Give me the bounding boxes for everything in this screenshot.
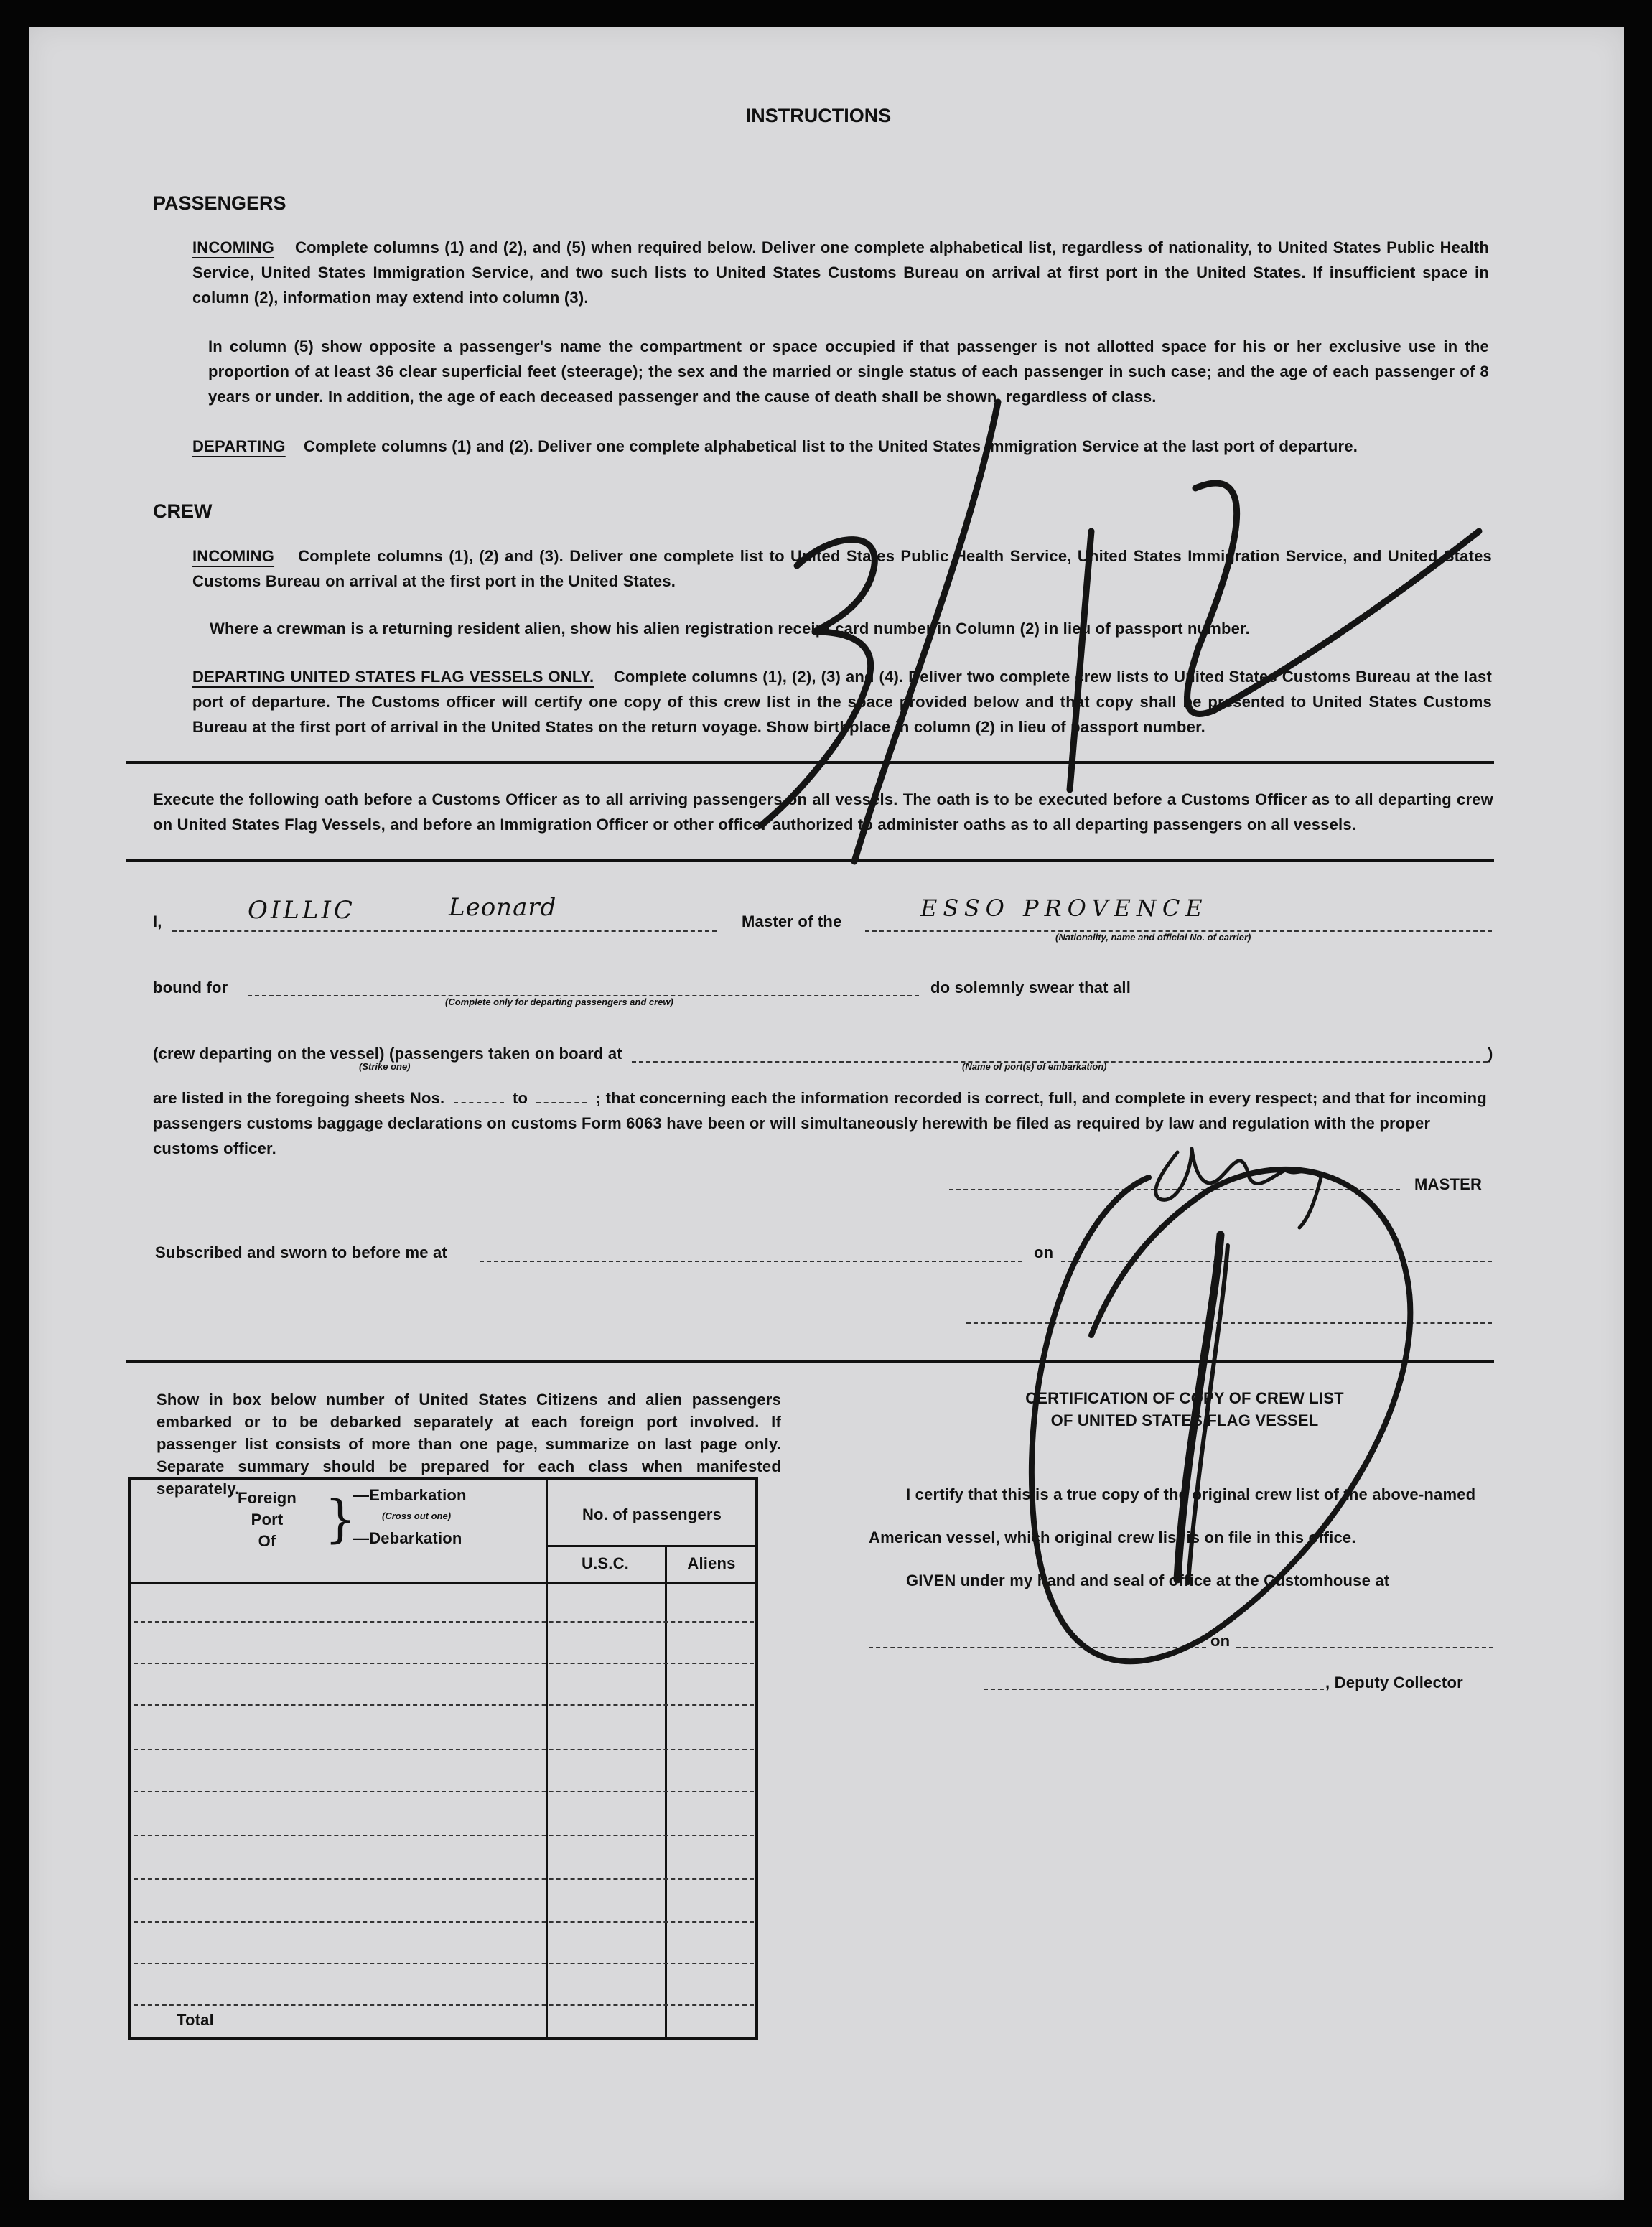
summary-row[interactable] [134, 1878, 754, 1880]
section-divider [126, 1360, 1494, 1363]
aliens-header: Aliens [687, 1554, 736, 1572]
listed-paragraph [153, 1086, 1495, 1161]
deputy-signature-line [984, 1689, 1324, 1690]
certification-line-3: GIVEN under my hand and seal of office at the Customhouse at [906, 1572, 1390, 1589]
sworn-on-label: on [1034, 1243, 1054, 1261]
summary-row[interactable] [134, 2004, 754, 2006]
debarkation-label[interactable]: —Debarkation [353, 1529, 462, 1547]
summary-row[interactable] [134, 1963, 754, 1964]
summary-row[interactable] [134, 1749, 754, 1750]
page-title: INSTRUCTIONS [745, 105, 892, 126]
usc-header: U.S.C. [582, 1554, 629, 1572]
crew-departing-label: DEPARTING UNITED STATES FLAG VESSELS ONLY. [192, 668, 594, 686]
bound-for-label: bound for [153, 979, 228, 996]
certification-date-line [1236, 1647, 1493, 1648]
summary-row[interactable] [134, 1704, 754, 1706]
foreign-label: Foreign [237, 1489, 297, 1507]
embarkation-label[interactable]: —Embarkation [353, 1486, 467, 1504]
total-label: Total [177, 2011, 214, 2029]
swear-label: do solemnly swear that all [930, 979, 1131, 996]
crew-incoming-text: Complete columns (1), (2) and (3). Deliver one complete list to United States Public Health Service, United States Immigration Service, and United States Customs Bureau on arrival at the first port in the United States. [192, 547, 1492, 590]
brace-icon: } [325, 1490, 357, 1549]
certification-title-2: OF UNITED STATES FLAG VESSEL [1050, 1411, 1319, 1429]
summary-row[interactable] [134, 1663, 754, 1664]
customhouse-line [869, 1647, 1206, 1648]
crew-incoming-paragraph [192, 543, 1492, 594]
passengers-incoming-paragraph [192, 235, 1489, 310]
summary-row[interactable] [134, 1921, 754, 1923]
bound-for-caption: (Complete only for departing passengers and crew) [445, 996, 673, 1007]
certification-line-1: I certify that this is a true copy of the original crew list of the above-named [906, 1485, 1476, 1503]
vessel-caption: (Nationality, name and official No. of carrier) [1055, 932, 1251, 943]
of-label: Of [258, 1532, 276, 1550]
crew-departing-text: Complete columns (1), (2), (3) and (4). Deliver two complete crew lists to United States Customs Bureau at the last port of departure. The Customs officer will certify one copy of this crew list in the space provided below and that copy shall be presented to United States Customs Bureau at the first port of arrival in the United States on the return voyage. Show birthplace in column (2) in lieu of passport number. [192, 668, 1492, 736]
summary-header-divider [546, 1545, 758, 1547]
deputy-collector-label: , Deputy Collector [1325, 1673, 1463, 1691]
subscribed-label: Subscribed and sworn to before me at [155, 1243, 447, 1261]
summary-row[interactable] [134, 1621, 754, 1623]
master-surname[interactable]: OILLIC [248, 896, 355, 925]
sworn-place-line [480, 1261, 1022, 1262]
close-paren: ) [1488, 1045, 1493, 1063]
crew-heading: CREW [153, 500, 213, 522]
sheet-from-field[interactable] [454, 1102, 504, 1103]
listed-text-2: ; that concerning each the information recorded is correct, full, and complete in every respect; and that for incoming passengers customs baggage declarations on customs Form 6063 have been or will simultaneously herewith be filed as required by law and regulation with the proper customs officer. [153, 1089, 1487, 1157]
master-name-line [172, 930, 717, 932]
certification-title-1: CERTIFICATION OF COPY OF CREW LIST [1025, 1389, 1344, 1407]
ports-caption: (Name of port(s) of embarkation) [962, 1061, 1107, 1072]
passengers-incoming-label: INCOMING [192, 238, 275, 256]
master-of-label: Master of the [742, 912, 842, 930]
certification-title [969, 1387, 1400, 1432]
section-divider [126, 859, 1494, 862]
sheet-to-field[interactable] [536, 1102, 587, 1103]
passengers-departing-label: DEPARTING [192, 437, 286, 455]
crew-alien-paragraph: Where a crewman is a returning resident alien, show his alien registration receipt card number in Column (2) in lieu of passport number. [210, 620, 1250, 638]
certification-line-2: American vessel, which original crew list is on file in this office. [869, 1528, 1356, 1546]
crew-incoming-label: INCOMING [192, 547, 275, 565]
master-label: MASTER [1414, 1175, 1483, 1193]
foreign-port-of-label [217, 1488, 317, 1552]
no-passengers-header: No. of passengers [582, 1505, 722, 1523]
summary-row[interactable] [134, 1835, 754, 1836]
passengers-column5-paragraph: In column (5) show opposite a passenger's name the compartment or space occupied if that passenger is not allotted space for his or her exclusive use in the proportion of at least 36 clear superficial feet (steerage); the sex and the married or single status of each passenger in such case; and the age of each passenger of 8 years or under. In addition, the age of each deceased passenger and the cause of death shall be shown, regardless of class. [208, 337, 1489, 406]
master-given-name[interactable]: Leonard [449, 893, 557, 922]
port-label: Port [251, 1511, 284, 1528]
certification-on-label: on [1210, 1632, 1231, 1650]
passengers-departing-paragraph [192, 434, 1492, 459]
passengers-departing-text: Complete columns (1) and (2). Deliver one complete alphabetical list to the United States Immigration Service at the last port of departure. [303, 437, 1358, 455]
crew-departing-paragraph [192, 664, 1492, 739]
cross-out-caption: (Cross out one) [382, 1511, 452, 1521]
oath-instruction: Execute the following oath before a Customs Officer as to all arriving passengers on all vessels. The oath is to be executed before a Customs Officer as to all departing crew on United States Flag Vessels, and before an Immigration Officer or other officer authorized to administer oaths as to all departing passengers on all vessels. [153, 790, 1493, 834]
sworn-date-line [1061, 1261, 1492, 1262]
vessel-name[interactable]: ESSO PROVENCE [920, 895, 1208, 922]
summary-instructions: Show in box below number of United States Citizens and alien passengers embarked or to be debarked separately at each foreign port involved. If passenger list consists of more than one page, summarize on last page only. Separate summary should be prepared for each class when manifested separately. [157, 1391, 781, 1498]
to-label: to [512, 1089, 528, 1107]
passengers-heading: PASSENGERS [153, 192, 286, 214]
strike-caption: (Strike one) [359, 1061, 411, 1072]
summary-header-bottom [131, 1582, 758, 1584]
officer-line-1 [966, 1322, 1492, 1324]
section-divider [126, 761, 1494, 764]
summary-row[interactable] [134, 1791, 754, 1792]
master-signature-line [949, 1189, 1400, 1190]
passenger-summary-box [128, 1477, 758, 2040]
listed-text-1: are listed in the foregoing sheets Nos. [153, 1089, 445, 1107]
crew-departing-label: (crew departing on the vessel) (passengers taken on board at [153, 1045, 622, 1063]
passengers-incoming-text: Complete columns (1) and (2), and (5) when required below. Deliver one complete alphabetical list, regardless of nationality, to United States Public Health Service, United States Immigration Service, and two such lists to United States Customs Bureau on arrival at first port in the United States. If insufficient space in column (2), information may extend into column (3). [192, 238, 1490, 307]
oath-i-label: I, [153, 912, 162, 930]
